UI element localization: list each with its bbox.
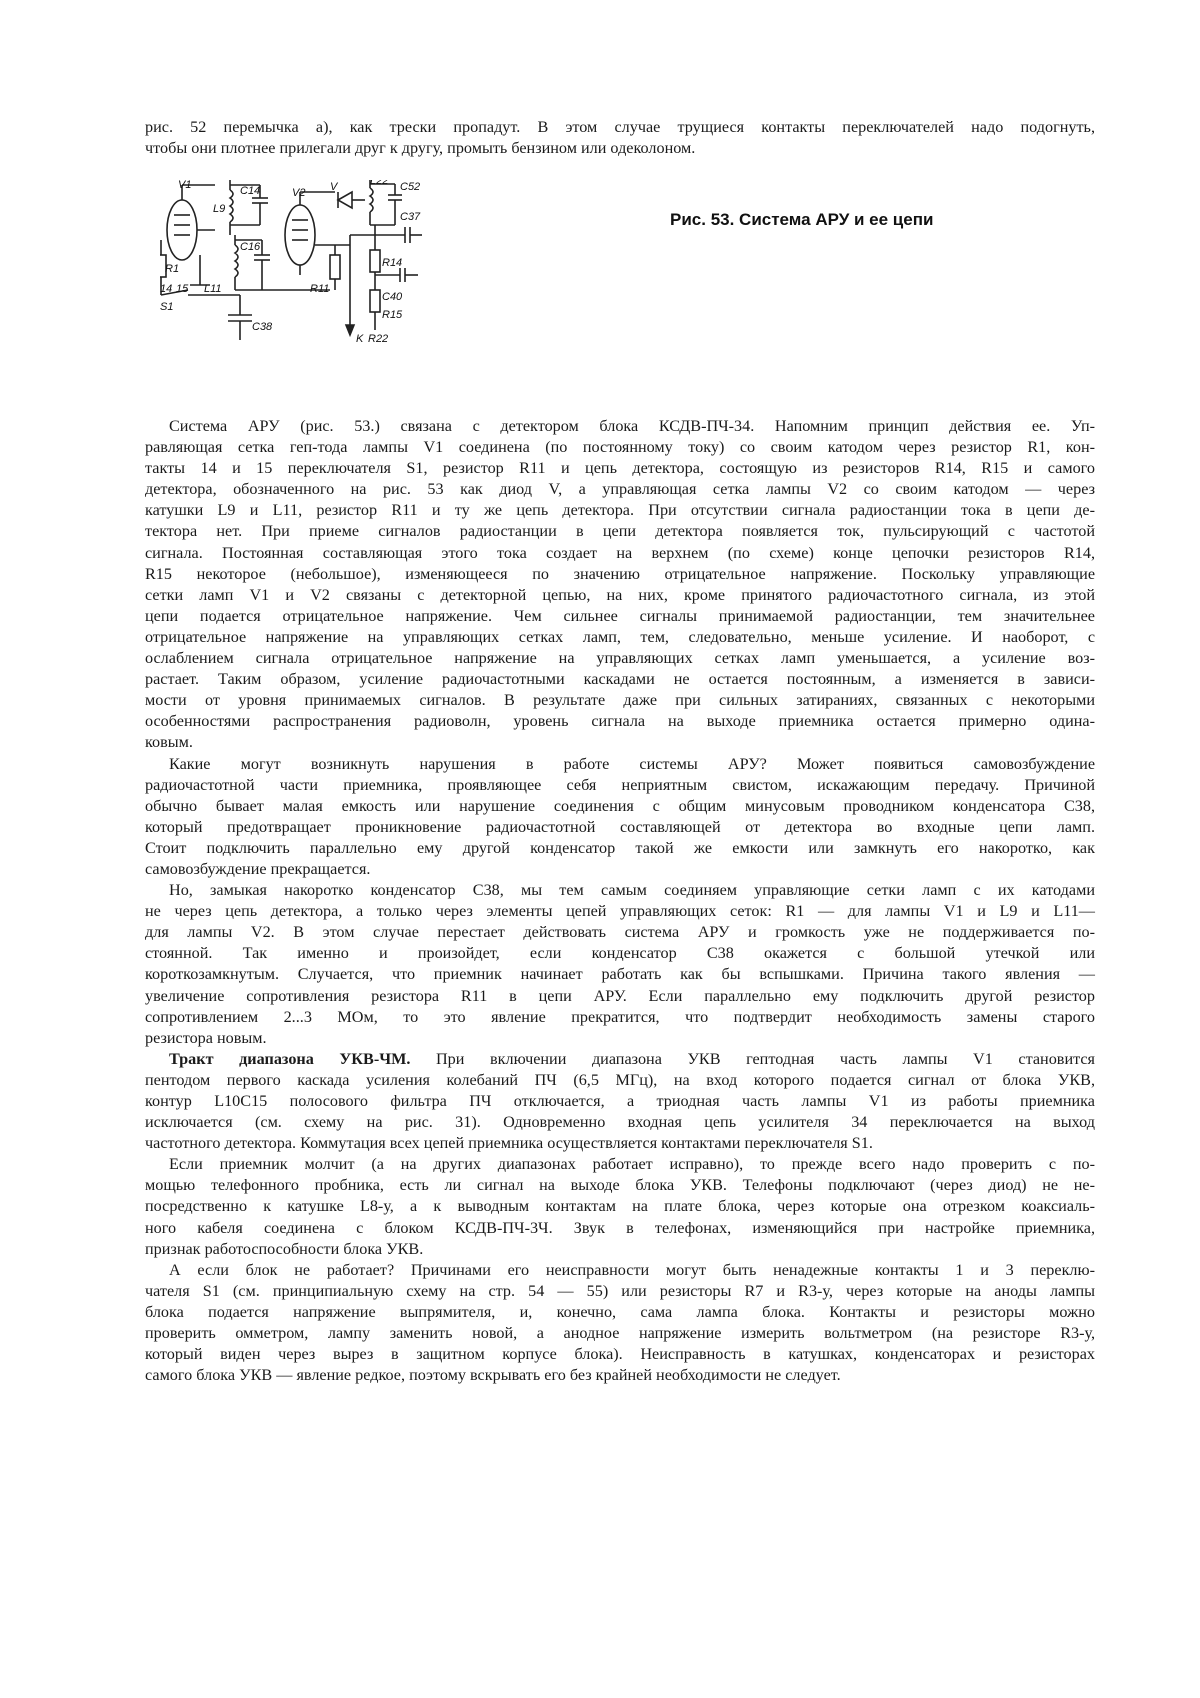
text-line: Стоит подключить параллельно ему другой конденсатор такой же емкости или замкнуть его накоротко, как <box>145 838 1095 857</box>
label-c38: C38 <box>252 321 273 333</box>
text-line: стоянной. Так именно и произойдет, если конденсатор С38 окажется с большой утечкой или <box>145 944 1095 963</box>
text-line: пентодом первого каскада усиления колебаний ПЧ (6,5 МГц), на вход которого подается сигнал от блока УКВ, <box>145 1070 1095 1089</box>
text-line: который предотвращает проникновение радиочастотной составляющей от детектора во входные цепи ламп. <box>145 817 1095 836</box>
text-fragment: При включении диапазона УКВ гептодная часть лампы V1 становится <box>410 1049 1096 1068</box>
text-line: рис. 52 перемычка а), как трески пропадут. В этом случае трущиеся контакты переключателей надо подогнуть, <box>145 118 1095 136</box>
text-line: самовозбуждение прекращается. <box>145 859 371 878</box>
text-line: не через цепь детектора, а только через элементы цепей управляющих сеток: R1 — для лампы V1 и L9 и L11— <box>145 902 1095 921</box>
text-line: цепи подается отрицательное напряжение. Чем сильнее сигналы принимаемой радиостанции, тем значительнее <box>145 606 1095 625</box>
text-line: сопротивлением 2...3 МОм, то это явление прекратится, что подтвердит необходимость замены старого <box>145 1007 1095 1026</box>
text-line: А если блок не работает? Причинами его неисправности могут быть ненадежные контакты 1 и 3 переклю- <box>169 1260 1095 1279</box>
paragraph <box>145 880 1095 1049</box>
label-15: 15 <box>176 283 189 295</box>
text-line: тектора нет. При приеме сигналов радиостанции в цепи детектора появляется ток, пульсирующий с частотой <box>145 522 1095 541</box>
paragraph <box>145 754 1095 881</box>
text-line: растает. Таким образом, усиление радиочастотными каскадами не остается постоянным, а изменяется в зависи- <box>145 670 1095 689</box>
body-text <box>145 416 1095 1386</box>
paragraph <box>145 416 1095 754</box>
text-line: частотного детектора. Коммутация всех цепей приемника осуществляется контактами переключателя S1. <box>145 1134 873 1153</box>
text-line: короткозамкнутым. Случается, что приемник начинает работать как бы вспышками. Причина такого явления — <box>145 965 1095 984</box>
circuit-diagram <box>160 180 480 390</box>
label-r11: R11 <box>310 283 330 295</box>
label-v2: V2 <box>292 187 306 199</box>
text-line <box>145 1049 1095 1070</box>
label-r15: R15 <box>382 309 403 321</box>
label-c52: C52 <box>400 181 421 193</box>
label-c14: C14 <box>240 185 261 197</box>
text-line: Но, замыкая накоротко конденсатор С38, мы тем самым соединяем управляющие сетки ламп с их катодами <box>169 881 1095 900</box>
text-line: R15 некоторое (небольшое), изменяющееся по значению отрицательное напряжение. Поскольку управляющие <box>145 564 1095 583</box>
label-l9: L9 <box>213 203 226 215</box>
text-line: Какие могут возникнуть нарушения в работе системы АРУ? Может появиться самовозбуждение <box>169 754 1095 773</box>
label-r22: R22 <box>368 333 389 345</box>
intro-text <box>145 117 1095 159</box>
label-r1: R1 <box>165 263 180 275</box>
label-v1: V1 <box>178 180 192 191</box>
text-line: чтобы они плотнее прилегали друг к другу, промыть бензином или одеколоном. <box>145 139 696 158</box>
figure-caption: Рис. 53. Система АРУ и ее цепи <box>670 210 934 229</box>
text-line: признак работоспособности блока УКВ. <box>145 1239 424 1258</box>
label-l11: L11 <box>204 283 222 295</box>
text-line: ослаблением сигнала отрицательное напряжение на управляющих сетках ламп уменьшается, а усиление воз- <box>145 649 1095 668</box>
text-line: детектора, обозначенного на рис. 53 как диод V, а управляющая сетка лампы V2 со своим катодом — через <box>145 480 1095 499</box>
text-line: проверить омметром, лампу заменить новой, а анодное напряжение измерить вольтметром (на резисторе R3-у, <box>145 1324 1095 1343</box>
paragraph <box>145 1049 1095 1154</box>
text-line: блока подается напряжение выпрямителя, и, конечно, сама лампа блока. Контакты и резисторы можно <box>145 1302 1095 1321</box>
text-line: равляющая сетка геп-тода лампы V1 соединена (по постоянному току) со своим катодом через резистор R1, кон- <box>145 438 1095 457</box>
label-c16: C16 <box>240 241 261 253</box>
text-line: для лампы V2. В этом случае перестает действовать система АРУ и громкость уже не поддерживается по- <box>145 923 1095 942</box>
text-line: резистора новым. <box>145 1028 267 1047</box>
text-line: посредственно к катушке L8-у, а к выводным контактам на плате блока, через которые она отрезком коаксиаль- <box>145 1197 1095 1216</box>
text-line: особенностями распространения радиоволн, уровень сигнала на выходе приемника остается примерно одина- <box>145 712 1095 731</box>
label-k: K <box>356 333 364 345</box>
label-r14: R14 <box>382 257 403 269</box>
text-line: Система АРУ (рис. 53.) связана с детектором блока КСДВ-ПЧ-34. Напомним принцип действия ее. Уп- <box>169 417 1095 435</box>
text-line: такты 14 и 15 переключателя S1, резистор R11 и цепь детектора, состоящую из резисторов R14, R15 и самого <box>145 459 1095 478</box>
text-line: отрицательное напряжение на управляющих сетках ламп, тем, следовательно, меньше усиление. И наоборот, с <box>145 627 1095 646</box>
label-c37: C37 <box>400 211 421 223</box>
text-line: исключается (см. схему на рис. 31). Одновременно входная цепь усилителя 34 переключается на выход <box>145 1113 1095 1132</box>
text-line: Если приемник молчит (а на других диапазонах работает исправно), то прежде всего надо проверить с по- <box>169 1155 1095 1174</box>
label-s1: S1 <box>160 301 174 313</box>
text-line: увеличение сопротивления резистора R11 в цепи АРУ. Если параллельно ему подключить другой резистор <box>145 986 1095 1005</box>
text-line: сетки ламп V1 и V2 связаны с детекторной цепью, на них, кроме принятого радиочастотного сигнала, из этой <box>145 585 1095 604</box>
text-line: контур L10С15 полосового фильтра ПЧ отключается, а триодная часть лампы V1 из работы приемника <box>145 1092 1095 1110</box>
text-line: чателя S1 (см. принципиальную схему на стр. 54 — 55) или резисторы R7 и R3-у, через которые на аноды лампы <box>145 1281 1095 1300</box>
label-c40: C40 <box>382 291 403 303</box>
label-v: V <box>330 181 338 193</box>
section-heading: Тракт диапазона УКВ-ЧМ. <box>169 1049 411 1068</box>
text-line: сигнала. Постоянная составляющая этого тока создает на верхнем (по схеме) конце цепочки резисторов R14, <box>145 543 1095 562</box>
text-line: ковым. <box>145 733 193 752</box>
text-line: мощью телефонного пробника, есть ли сигнал на выходе блока УКВ. Телефоны подключают (через диод) не не- <box>145 1176 1095 1195</box>
text-line: который виден через вырез в защитном корпусе блока). Неисправность в катушках, конденсаторах и резисторах <box>145 1345 1095 1364</box>
text-line: ного кабеля соединена с блоком КСДВ-ПЧ-3Ч. Звук в телефонах, изменяющийся при настройке приемника, <box>145 1218 1095 1237</box>
paragraph <box>145 1260 1095 1387</box>
text-line: мости от уровня принимаемых сигналов. В результате даже при сильных затираниях, связанных с некоторыми <box>145 691 1095 710</box>
label-l22: L22 <box>370 180 389 187</box>
text-line: катушки L9 и L11, резистор R11 и ту же цепь детектора. При отсутствии сигнала радиостанции тока в цепи де- <box>145 501 1095 520</box>
paragraph <box>145 1154 1095 1259</box>
label-14: 14 <box>160 283 173 295</box>
text-line: радиочастотной части приемника, проявляющее себя неприятным свистом, искажающим передачу. Причиной <box>145 775 1095 794</box>
text-line: обычно бывает малая емкость или нарушение соединения с общим минусовым проводником конденсатора С38, <box>145 796 1095 815</box>
text-line: самого блока УКВ — явление редкое, поэтому вскрывать его без крайней необходимости не следует. <box>145 1366 841 1385</box>
